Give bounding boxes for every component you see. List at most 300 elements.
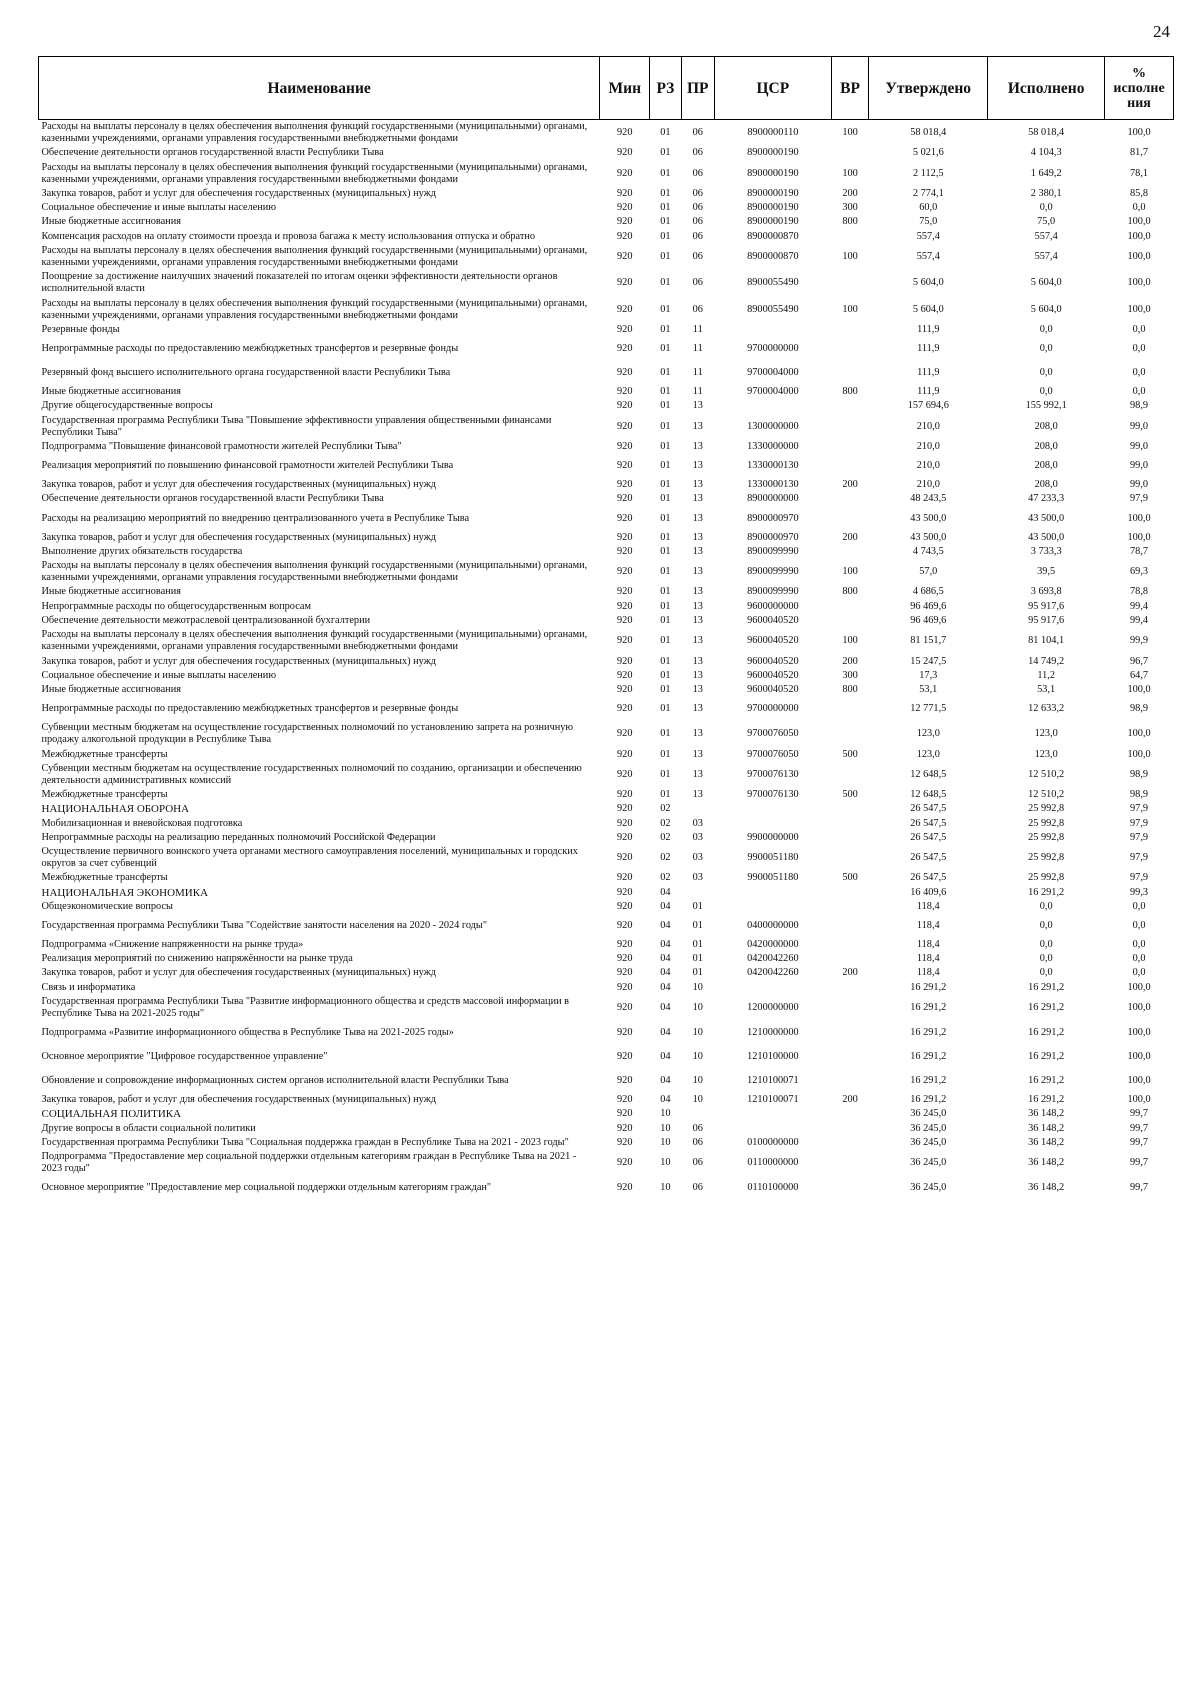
cell-min: 920	[617, 324, 633, 336]
table-row	[39, 215, 1174, 229]
cell-pr: 11	[692, 367, 703, 379]
cell-csr: 9600040520	[747, 635, 799, 647]
cell-executed: 12 510,2	[1028, 789, 1065, 801]
cell-name: Закупка товаров, работ и услуг для обеспечения государственных (муниципальных) нужд	[41, 655, 436, 667]
cell-executed: 36 148,2	[1028, 1157, 1065, 1169]
table-row	[39, 614, 1174, 628]
cell-vr: 200	[842, 655, 858, 667]
cell-approved: 48 243,5	[910, 493, 947, 505]
cell-vr: 200	[842, 967, 858, 979]
cell-name: СОЦИАЛЬНАЯ ПОЛИТИКА	[41, 1108, 182, 1121]
cell-name: Государственная программа Республики Тыва "Содействие занятости населения на 2020 - 2024 годы"	[41, 919, 488, 931]
cell-csr: 1300000000	[747, 420, 799, 432]
cell-csr: 9600040520	[747, 683, 799, 695]
cell-vr: 200	[842, 188, 858, 200]
cell-min: 920	[617, 703, 633, 714]
table-row	[39, 1093, 1174, 1107]
table-row	[39, 721, 1174, 747]
cell-name: Межбюджетные трансферты	[41, 748, 168, 760]
cell-csr: 0110100000	[747, 1182, 799, 1194]
cell-approved: 36 245,0	[910, 1157, 947, 1169]
cell-csr: 8900000190	[747, 216, 799, 228]
cell-vr	[831, 1069, 869, 1093]
cell-pr: 13	[692, 748, 703, 760]
cell-vr: 100	[842, 303, 858, 315]
cell-min: 920	[617, 1108, 633, 1120]
cell-rz: 10	[660, 1157, 671, 1169]
table-row	[39, 297, 1174, 323]
table-row	[39, 762, 1174, 788]
cell-name: Компенсация расходов на оплату стоимости проезда и провоза багажа к месту использования отпуска и обратно	[41, 230, 536, 242]
cell-approved: 75,0	[919, 216, 938, 228]
cell-min: 920	[617, 277, 633, 289]
cell-rz: 01	[660, 188, 671, 200]
cell-approved: 210,0	[916, 479, 940, 491]
cell-min: 920	[617, 1001, 633, 1013]
table-row	[39, 120, 1174, 147]
cell-csr: 9700076050	[747, 728, 799, 740]
cell-min: 920	[617, 919, 633, 931]
cell-rz: 02	[660, 831, 671, 843]
cell-percent: 99,7	[1130, 1122, 1149, 1134]
table-row	[39, 440, 1174, 454]
cell-csr: 9900051180	[747, 852, 799, 864]
table-row	[39, 683, 1174, 697]
table-row	[39, 1021, 1174, 1045]
cell-rz: 01	[660, 748, 671, 760]
cell-executed: 25 992,8	[1028, 872, 1065, 884]
cell-approved: 157 694,6	[907, 400, 949, 412]
cell-pr: 13	[692, 768, 703, 780]
cell-percent: 85,8	[1130, 188, 1149, 200]
cell-executed: 0,0	[1039, 900, 1053, 912]
cell-vr	[831, 492, 869, 506]
cell-percent: 99,3	[1130, 886, 1149, 898]
cell-executed: 36 148,2	[1028, 1108, 1065, 1120]
cell-approved: 26 547,5	[910, 852, 947, 864]
cell-executed: 25 992,8	[1028, 803, 1065, 815]
cell-vr: 300	[842, 202, 858, 214]
cell-vr	[831, 454, 869, 478]
cell-min: 920	[617, 367, 633, 379]
cell-csr: 9700076130	[747, 789, 799, 801]
cell-rz: 01	[660, 566, 671, 578]
table-row	[39, 600, 1174, 614]
cell-vr	[831, 146, 869, 160]
cell-min: 920	[617, 531, 633, 543]
table-row	[39, 385, 1174, 399]
cell-executed: 155 992,1	[1025, 400, 1067, 412]
table-row	[39, 244, 1174, 270]
cell-percent: 78,8	[1130, 586, 1149, 598]
cell-rz: 04	[660, 886, 671, 898]
cell-rz: 01	[660, 400, 671, 412]
table-row	[39, 886, 1174, 900]
cell-vr: 500	[842, 748, 858, 760]
table-row	[39, 655, 1174, 669]
cell-csr: 1210000000	[747, 1027, 799, 1039]
cell-percent: 99,0	[1130, 420, 1149, 432]
cell-rz: 01	[660, 655, 671, 667]
cell-pr: 13	[692, 614, 703, 626]
cell-pr: 06	[692, 1122, 703, 1134]
cell-executed: 2 380,1	[1030, 188, 1062, 200]
cell-min: 920	[617, 831, 633, 843]
cell-vr	[831, 323, 869, 337]
cell-percent: 0,0	[1132, 367, 1146, 379]
cell-pr: 11	[692, 343, 703, 355]
cell-rz: 01	[660, 600, 671, 612]
cell-min: 920	[617, 600, 633, 612]
table-row	[39, 981, 1174, 995]
cell-pr: 11	[692, 386, 703, 398]
cell-percent: 0,0	[1132, 953, 1146, 965]
cell-executed: 81 104,1	[1028, 635, 1065, 647]
column-header-csr: ЦСР	[714, 57, 831, 120]
cell-executed: 557,4	[1034, 230, 1058, 242]
cell-name: Реализация мероприятий по снижению напряжённости на рынке труда	[41, 953, 353, 965]
cell-csr: 0420042260	[747, 953, 799, 965]
cell-approved: 96 469,6	[910, 614, 947, 626]
cell-executed: 16 291,2	[1028, 1094, 1065, 1106]
cell-csr: 1210100071	[747, 1075, 799, 1087]
cell-executed: 16 291,2	[1028, 886, 1065, 898]
cell-vr	[831, 817, 869, 831]
cell-pr: 01	[692, 938, 703, 950]
cell-name: Закупка товаров, работ и услуг для обеспечения государственных (муниципальных) нужд	[41, 1094, 436, 1106]
cell-min: 920	[617, 886, 633, 898]
cell-name: Расходы на реализацию мероприятий по внедрению централизованного учета в Республике Тыва	[41, 512, 470, 524]
cell-name: Общеэкономические вопросы	[41, 900, 173, 912]
cell-pr: 13	[692, 683, 703, 695]
cell-rz: 01	[660, 768, 671, 780]
cell-percent: 96,7	[1130, 655, 1149, 667]
cell-min: 920	[617, 938, 633, 950]
cell-min: 920	[617, 147, 633, 159]
budget-execution-table	[38, 56, 1174, 1200]
cell-min: 920	[617, 1122, 633, 1134]
cell-vr	[831, 614, 869, 628]
cell-executed: 123,0	[1034, 728, 1058, 740]
cell-executed: 11,2	[1037, 669, 1055, 681]
cell-min: 920	[617, 386, 633, 398]
table-row	[39, 323, 1174, 337]
cell-percent: 100,0	[1127, 1075, 1151, 1087]
cell-name: Связь и информатика	[41, 981, 136, 993]
cell-rz: 01	[660, 441, 671, 453]
cell-vr: 800	[842, 683, 858, 695]
cell-percent: 100,0	[1127, 277, 1151, 289]
cell-vr	[831, 1150, 869, 1176]
cell-name: Социальное обеспечение и иные выплаты населению	[41, 669, 277, 681]
percent-label-line1: исполне	[1113, 80, 1165, 96]
table-row	[39, 146, 1174, 160]
cell-vr	[831, 545, 869, 559]
cell-rz: 02	[660, 803, 671, 815]
cell-name: Обеспечение деятельности органов государственной власти Республики Тыва	[41, 493, 384, 505]
percent-label-line2: ния	[1127, 95, 1151, 111]
budget-execution-table-container	[38, 56, 1174, 1200]
cell-executed: 25 992,8	[1028, 817, 1065, 829]
cell-vr: 200	[842, 1094, 858, 1106]
cell-percent: 100,0	[1127, 216, 1151, 228]
cell-vr	[831, 399, 869, 413]
cell-percent: 0,0	[1132, 900, 1146, 912]
cell-min: 920	[617, 343, 633, 355]
cell-approved: 16 409,6	[910, 886, 947, 898]
cell-name: Иные бюджетные ассигнования	[41, 386, 181, 398]
cell-percent: 99,7	[1130, 1108, 1149, 1120]
cell-rz: 01	[660, 202, 671, 214]
cell-min: 920	[617, 202, 633, 214]
cell-vr: 100	[842, 127, 858, 139]
cell-approved: 60,0	[919, 202, 938, 214]
cell-csr: 8900000190	[747, 188, 799, 200]
cell-approved: 4 686,5	[912, 586, 944, 598]
cell-rz: 01	[660, 728, 671, 740]
cell-csr: 1330000000	[747, 441, 799, 453]
cell-pr: 06	[692, 250, 703, 262]
cell-rz: 01	[660, 531, 671, 543]
cell-percent: 99,4	[1130, 600, 1149, 612]
cell-rz: 01	[660, 230, 671, 242]
cell-vr	[831, 337, 869, 361]
cell-name: Расходы на выплаты персоналу в целях обеспечения выполнения функций государственными (муниципальными) органами, казенными учреждениями, органами управления государственными внебюджетными фондами	[41, 629, 588, 653]
cell-vr	[831, 697, 869, 721]
cell-rz: 01	[660, 545, 671, 557]
cell-pr: 13	[692, 600, 703, 612]
cell-percent: 97,9	[1130, 493, 1149, 505]
cell-approved: 26 547,5	[910, 872, 947, 884]
table-row	[39, 337, 1174, 361]
cell-percent: 100,0	[1127, 303, 1151, 315]
cell-pr: 06	[692, 1182, 703, 1194]
cell-approved: 26 547,5	[910, 831, 947, 843]
cell-rz: 04	[660, 967, 671, 979]
table-row	[39, 914, 1174, 938]
cell-approved: 36 245,0	[910, 1122, 947, 1134]
cell-executed: 208,0	[1034, 460, 1058, 472]
table-row	[39, 748, 1174, 762]
cell-rz: 01	[660, 127, 671, 139]
cell-csr: 8900000870	[747, 250, 799, 262]
cell-min: 920	[617, 967, 633, 979]
cell-pr: 06	[692, 303, 703, 315]
cell-min: 920	[617, 981, 633, 993]
cell-approved: 210,0	[916, 441, 940, 453]
cell-min: 920	[617, 789, 633, 801]
cell-approved: 43 500,0	[910, 512, 947, 524]
cell-percent: 100,0	[1127, 512, 1151, 524]
table-row	[39, 559, 1174, 585]
cell-percent: 100,0	[1127, 250, 1151, 262]
cell-approved: 118,4	[916, 900, 940, 912]
table-row	[39, 1107, 1174, 1121]
cell-approved: 36 245,0	[910, 1136, 947, 1148]
cell-csr	[714, 817, 831, 831]
cell-csr: 0400000000	[747, 919, 799, 931]
cell-percent: 97,9	[1130, 831, 1149, 843]
cell-name: Выполнение других обязательств государства	[41, 545, 243, 557]
cell-percent: 98,9	[1130, 768, 1149, 780]
table-row	[39, 230, 1174, 244]
cell-name: Мобилизационная и вневойсковая подготовка	[41, 817, 243, 829]
cell-executed: 208,0	[1034, 479, 1058, 491]
cell-rz: 01	[660, 669, 671, 681]
cell-csr: 8900099990	[747, 545, 799, 557]
cell-name: Непрограммные расходы на реализацию переданных полномочий Российской Федерации	[41, 831, 436, 843]
cell-vr: 100	[842, 635, 858, 647]
cell-percent: 64,7	[1130, 669, 1149, 681]
cell-rz: 01	[660, 147, 671, 159]
table-row	[39, 831, 1174, 845]
cell-approved: 2 774,1	[912, 188, 944, 200]
cell-min: 920	[617, 127, 633, 139]
cell-name: Закупка товаров, работ и услуг для обеспечения государственных (муниципальных) нужд	[41, 967, 436, 979]
cell-approved: 16 291,2	[910, 1027, 947, 1039]
table-row	[39, 492, 1174, 506]
cell-executed: 0,0	[1039, 343, 1053, 355]
cell-percent: 99,7	[1130, 1157, 1149, 1169]
cell-rz: 10	[660, 1136, 671, 1148]
cell-vr	[831, 886, 869, 900]
cell-rz: 01	[660, 303, 671, 315]
cell-csr: 9700076050	[747, 748, 799, 760]
cell-percent: 99,9	[1130, 635, 1149, 647]
cell-percent: 100,0	[1127, 981, 1151, 993]
cell-percent: 100,0	[1127, 1001, 1151, 1013]
cell-pr: 13	[692, 493, 703, 505]
cell-approved: 111,9	[917, 367, 940, 379]
table-row	[39, 845, 1174, 871]
cell-approved: 15 247,5	[910, 655, 947, 667]
cell-vr	[831, 831, 869, 845]
cell-pr: 01	[692, 953, 703, 965]
cell-percent: 78,1	[1130, 167, 1149, 179]
cell-min: 920	[617, 1157, 633, 1169]
cell-percent: 99,7	[1130, 1136, 1149, 1148]
cell-vr	[831, 1107, 869, 1121]
table-row	[39, 966, 1174, 980]
cell-approved: 118,4	[916, 938, 940, 950]
cell-vr	[831, 995, 869, 1021]
cell-min: 920	[617, 1051, 633, 1063]
cell-min: 920	[617, 1136, 633, 1148]
cell-name: Субвенции местным бюджетам на осуществление государственных полномочий по созданию, организации и обеспечению деятельности административных комиссий	[41, 762, 582, 786]
cell-vr	[831, 230, 869, 244]
cell-csr: 0420042260	[747, 967, 799, 979]
cell-approved: 111,9	[917, 343, 940, 355]
cell-approved: 118,4	[916, 953, 940, 965]
cell-pr	[681, 802, 714, 816]
cell-min: 920	[617, 748, 633, 760]
cell-name: Другие вопросы в области социальной политики	[41, 1122, 256, 1134]
cell-name: Резервные фонды	[41, 324, 120, 336]
table-row	[39, 545, 1174, 559]
table-row	[39, 270, 1174, 296]
cell-name: Расходы на выплаты персоналу в целях обеспечения выполнения функций государственными (муниципальными) органами, казенными учреждениями, органами управления государственными внебюджетными фондами	[41, 121, 588, 145]
cell-executed: 0,0	[1039, 919, 1053, 931]
cell-approved: 123,0	[916, 728, 940, 740]
cell-rz: 01	[660, 277, 671, 289]
cell-pr: 03	[692, 817, 703, 829]
cell-rz: 01	[660, 250, 671, 262]
cell-min: 920	[617, 493, 633, 505]
table-row	[39, 585, 1174, 599]
cell-pr: 10	[692, 1051, 703, 1063]
cell-min: 920	[617, 1027, 633, 1039]
cell-executed: 43 500,0	[1028, 531, 1065, 543]
cell-name: Расходы на выплаты персоналу в целях обеспечения выполнения функций государственными (муниципальными) органами, казенными учреждениями, органами управления государственными внебюджетными фондами	[41, 560, 588, 584]
cell-pr: 13	[692, 789, 703, 801]
cell-pr: 11	[692, 324, 703, 336]
cell-approved: 5 604,0	[912, 277, 944, 289]
cell-min: 920	[617, 303, 633, 315]
cell-min: 920	[617, 655, 633, 667]
cell-pr: 06	[692, 167, 703, 179]
cell-percent: 98,9	[1130, 789, 1149, 801]
cell-min: 920	[617, 512, 633, 524]
table-row	[39, 507, 1174, 531]
table-row	[39, 817, 1174, 831]
cell-vr: 100	[842, 566, 858, 578]
cell-percent: 98,9	[1130, 703, 1149, 714]
cell-min: 920	[617, 872, 633, 884]
table-row	[39, 995, 1174, 1021]
cell-executed: 5 604,0	[1030, 303, 1062, 315]
table-row	[39, 788, 1174, 802]
cell-rz: 02	[660, 852, 671, 864]
cell-vr	[831, 1045, 869, 1069]
cell-rz: 02	[660, 817, 671, 829]
table-row	[39, 1176, 1174, 1200]
cell-csr: 1210100000	[747, 1051, 799, 1063]
table-row	[39, 361, 1174, 385]
cell-rz: 02	[660, 872, 671, 884]
table-row	[39, 454, 1174, 478]
cell-approved: 16 291,2	[910, 981, 947, 993]
cell-approved: 81 151,7	[910, 635, 947, 647]
cell-executed: 208,0	[1034, 420, 1058, 432]
cell-name: Расходы на выплаты персоналу в целях обеспечения выполнения функций государственными (муниципальными) органами, казенными учреждениями, органами управления государственными внебюджетными фондами	[41, 161, 588, 185]
cell-approved: 43 500,0	[910, 531, 947, 543]
cell-executed: 1 649,2	[1030, 167, 1062, 179]
cell-pr: 13	[692, 655, 703, 667]
cell-pr: 01	[692, 967, 703, 979]
cell-csr: 8900055490	[747, 303, 799, 315]
cell-vr	[831, 721, 869, 747]
cell-pr: 06	[692, 1157, 703, 1169]
cell-min: 920	[617, 1182, 633, 1194]
cell-vr: 800	[842, 216, 858, 228]
cell-min: 920	[617, 400, 633, 412]
cell-csr	[714, 323, 831, 337]
cell-min: 920	[617, 728, 633, 740]
table-row	[39, 1069, 1174, 1093]
cell-csr: 1200000000	[747, 1001, 799, 1013]
cell-approved: 12 648,5	[910, 789, 947, 801]
cell-percent: 97,9	[1130, 852, 1149, 864]
cell-csr: 9700000000	[747, 703, 799, 714]
cell-rz: 04	[660, 900, 671, 912]
cell-min: 920	[617, 545, 633, 557]
cell-csr: 8900000000	[747, 493, 799, 505]
cell-approved: 557,4	[916, 230, 940, 242]
cell-approved: 16 291,2	[910, 1075, 947, 1087]
cell-vr: 500	[842, 789, 858, 801]
cell-csr: 0110000000	[747, 1157, 799, 1169]
cell-vr	[831, 981, 869, 995]
